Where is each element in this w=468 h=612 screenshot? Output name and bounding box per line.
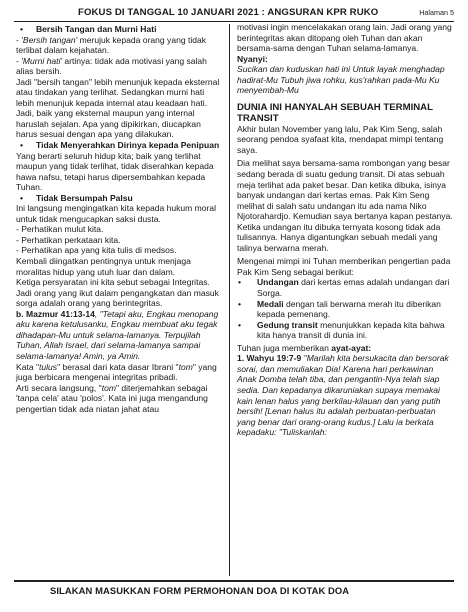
bullet-medali: • Medali dengan tali berwarna merah itu diberikan kepada pemenang. [237,299,453,320]
paragraph-integritas: Ketiga persyaratan ini kita sebut sebagai Integritas. Jadi orang yang ikut dalam pengangkatan dan masuk sorga adalah orang yang berintegritas. [16,277,219,309]
footer-note: SILAKAN MASUKKAN FORM PERMOHONAN DOA DI KOTAK DOA [50,585,350,596]
left-column [16,24,224,414]
paragraph-ayat-ayat: Tuhan juga memberikan ayat-ayat: [237,342,372,353]
paragraph-seluruh-hidup: Yang berarti seluruh hidup kita; baik yang terlihat maupun yang tidak terlihat, tidak diserahkan kepada hawa nafsu, tetapi harus dipersembahkan kepada Tuhan. [16,150,214,193]
paragraph-arti-tom: Arti secara langsung, "tom" diterjemahkan sebagai 'tanpa cela' atau 'polos'. Kata ini juga mengandung pengertian tidak ada niatan jahat atau [16,382,208,414]
header-title: FOKUS DI TANGGAL 10 JANUARI 2021 : ANGSURAN KPR RUKO [78,7,379,18]
paragraph-dia-melihat: Dia melihat saya bersama-sama rombongan yang besar sedang berada di suatu gedung transit. Di atas sebuah meja terlihat ada paket besar. Dan ketika dibuka, isinya banyak undangan dari kertas emas. Pak Kim Seng melihat di salah satu undangan itu ada nama Niko Njotorahardjo. Kemudian saya bertanya kapan pestanya. Ketika undangan itu dibuka ternyata kosong tidak ada tulisannya. Hanya digantungkan sebuah medali yang talinya berwarna merah. [237,158,453,253]
page-number: Halaman 5 [419,8,454,17]
paragraph-hukum-moral: Ini langsung mengingatkan kita kepada hukum moral untuk tidak mengucapkan saksi dusta. [16,203,217,224]
song-lyrics: Sucikan dan kuduskan hati ini Untuk layak menghadap hadirat-Mu Tubuh jiwa rohku, kus'rahkan pada-Mu Ku menyembah-Mu [237,64,445,96]
paragraph-akhir-bulan: Akhir bulan November yang lalu, Pak Kim Seng, salah seorang pendoa syafaat kita, mendapat mimpi tentang saya. [237,123,444,155]
heading-tidak-bersumpah: • Tidak Bersumpah Palsu [16,193,224,204]
bullet-undangan: • Undangan dari kertas emas adalah undangan dari Sorga. [237,277,453,298]
bullet-gedung-transit: • Gedung transit menunjukkan kepada kita bahwa kita hanya transit di dunia ini. [237,320,453,341]
heading-tidak-menyerahkan: • Tidak Menyerahkan Dirinya kepada Penipuan [16,140,224,151]
paragraph-bersih-tangan: - 'Bersih tangan' merujuk kepada orang yang tidak terlibat dalam kejahatan. [16,34,207,56]
paragraph-mengenai-mimpi: Mengenai mimpi ini Tuhan memberikan pengertian pada Pak Kim Seng sebagai berikut: [237,256,451,277]
list-item-mulut: - Perhatikan mulut kita. [16,224,104,235]
paragraph-murni-hati: - 'Murni hati' artinya: tidak ada motivasi yang salah alias bersih. [16,55,207,77]
column-divider [229,24,230,576]
list-item-perkataan: - Perhatikan perkataan kita. [16,234,121,245]
verse-mazmur: b. Mazmur 41:13-14, "Tetapi aku, Engkau menopang aku karena ketulusanku, Engkau membuat aku tegak dihadapan-Mu untuk selama-lamanya. Terpujilah Tuhan, Allah Israel, dari selama-lamanya sampai selama-lamanya! Amin, ya Amin. [16,308,219,361]
right-column [237,22,453,438]
page-header [14,6,454,22]
list-item-medsos: - Perhatikan apa yang kita tulis di medsos. [16,245,177,256]
section-title-terminal-transit: DUNIA INI HANYALAH SEBUAH TERMINAL TRANSIT [237,101,433,124]
paragraph-jadi: Jadi "bersih tangan" lebih menunjuk kepada eksternal atau tindakan yang terlihat. Sedangkan murni hati lebih menunjuk kepada internal atau keadaan hati. Jadi, baik yang eksternal maupun yang internal haruslah sejalan. Apa yang dipikirkan, diucapkan harus sesuai dengan apa yang dilakukan. [16,76,220,140]
nyanyi-label: Nyanyi: [237,53,268,64]
footer-divider [14,580,454,582]
paragraph-kata-tulus: Kata "tulus" berasal dari kata dasar Ibrani "tom" yang juga berbicara mengenai integritas pribadi. [16,361,217,383]
heading-bersih-tangan: • Bersih Tangan dan Murni Hati [16,24,224,35]
paragraph-motivasi: motivasi ingin mencelakakan orang lain. Jadi orang yang berintegritas akan ditopang oleh Tuhan dan akan bersama-sama dengan Tuhan selama-lamanya. [237,22,452,54]
paragraph-moralitas: Kembali diingatkan pentingnya untuk menjaga moralitas hidup yang utuh luar dan dalam. [16,256,191,277]
verse-wahyu: 1. Wahyu 19:7-9 "Marilah kita bersukacita dan bersorak sorai, dan memuliakan Dia! Karena hari perkawinan Anak Domba telah tiba, dan pengantin-Nya telah siap sedia. Dan kepadanya dikaruniakan supaya memakai kain lenan halus yang berkilau-kilauan dan yang putih bersih! [Lenan halus itu adalah perbuatan-perbuatan yang benar dari orang-orang kudus.] Lalu ia berkata kepadaku: "Tuliskanlah: [237,353,449,438]
